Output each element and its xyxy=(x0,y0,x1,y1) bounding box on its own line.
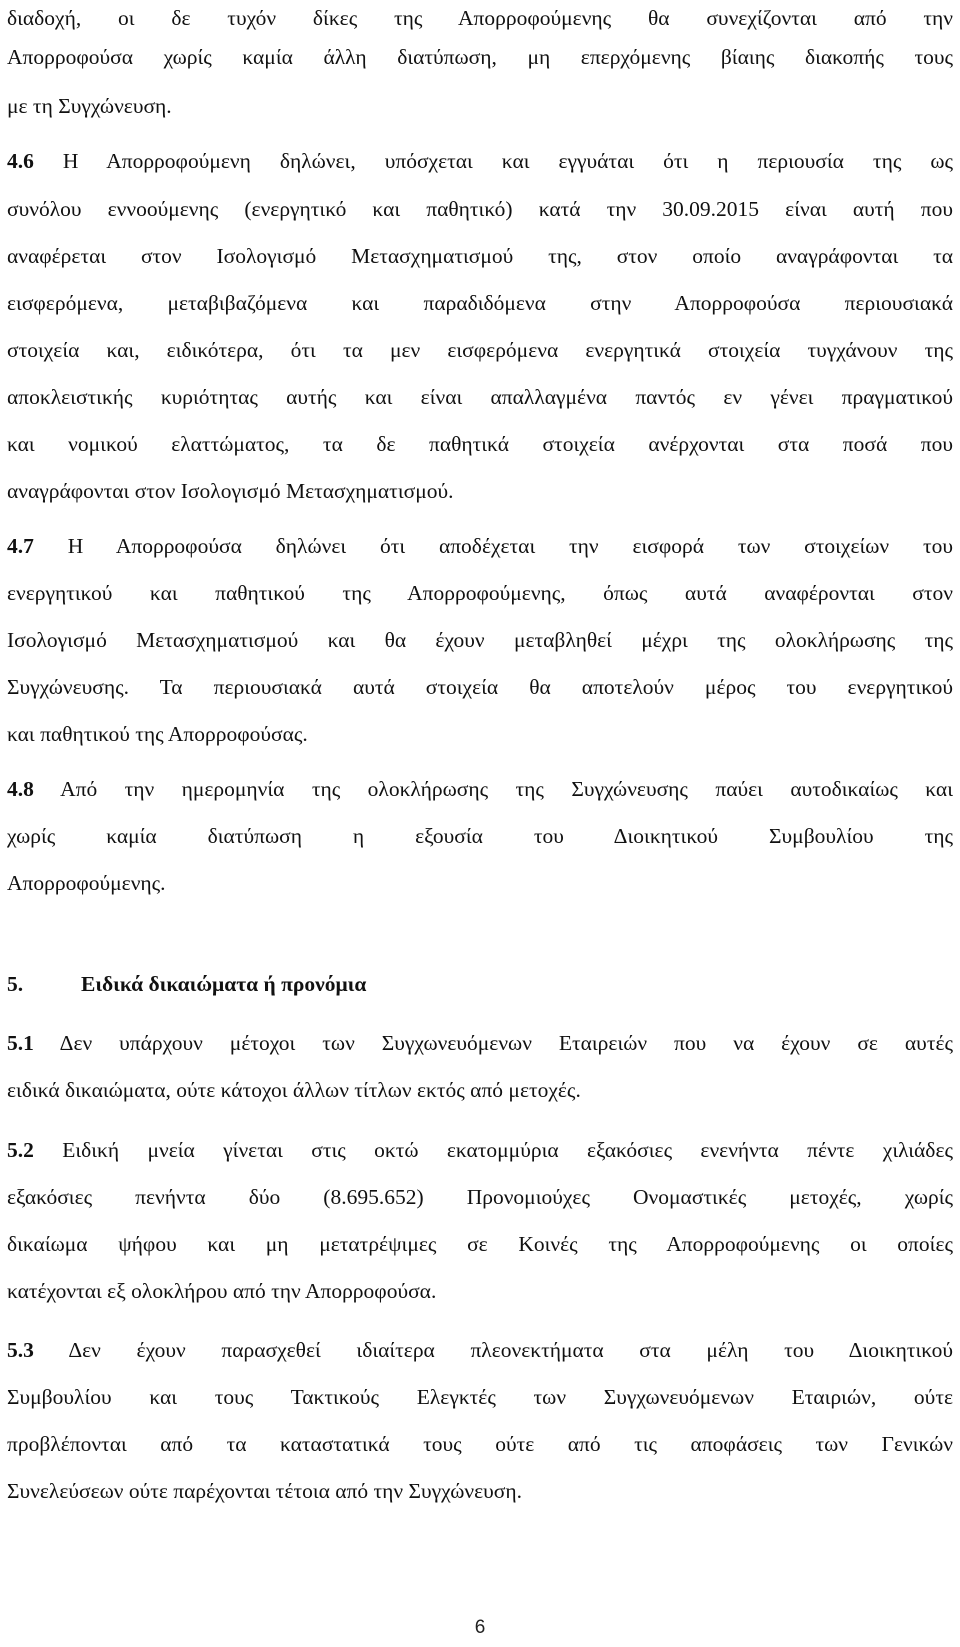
text-line: προβλέπονται από τα καταστατικά τους ούτε από τις αποφάσεις των Γενικών xyxy=(7,1432,953,1456)
text-line: και παθητικού της Απορροφούσας. xyxy=(7,722,308,746)
text-line: χωρίς καμία διατύπωση η εξουσία του Διοικητικού Συμβουλίου της xyxy=(7,824,953,848)
paragraph-number: 4.6 xyxy=(7,149,34,173)
text-line: Συνελεύσεων ούτε παρέχονται τέτοια από την Συγχώνευση. xyxy=(7,1479,522,1503)
section-5-number: 5. xyxy=(7,972,24,996)
text-span: Δεν υπάρχουν μέτοχοι των Συγχωνευόμενων Εταιρειών που να έχουν σε αυτές xyxy=(33,1031,953,1055)
text-line: Απορροφούμενης. xyxy=(7,871,166,895)
paragraph-5-3-first-line xyxy=(7,1335,953,1365)
text-span: Από την ημερομηνία της ολοκλήρωσης της Συγχώνευσης παύει αυτοδικαίως και xyxy=(33,777,953,801)
page-number: 6 xyxy=(474,1617,486,1638)
paragraph-5-1-first-line xyxy=(7,1028,953,1058)
text-line: αναφέρεται στον Ισολογισμό Μετασχηματισμού της, στον οποίο αναγράφονται τα xyxy=(7,244,953,268)
text-line: Ισολογισμό Μετασχηματισμού και θα έχουν μεταβληθεί μέχρι της ολοκλήρωσης της xyxy=(7,628,953,652)
text-line: ειδικά δικαιώματα, ούτε κάτοχοι άλλων τίτλων εκτός από μετοχές. xyxy=(7,1078,581,1102)
paragraph-number: 5.1 xyxy=(7,1031,34,1055)
text-line: εξακόσιες πενήντα δύο (8.695.652) Προνομιούχες Ονομαστικές μετοχές, χωρίς xyxy=(7,1185,953,1209)
text-line: στοιχεία και, ειδικότερα, ότι τα μεν εισφερόμενα ενεργητικά στοιχεία τυγχάνουν της xyxy=(7,338,953,362)
text-line: αποκλειστικής κυριότητας αυτής και είναι απαλλαγμένα παντός εν γένει πραγματικού xyxy=(7,385,953,409)
text-line: Συμβουλίου και τους Τακτικούς Ελεγκτές των Συγχωνευόμενων Εταιριών, ούτε xyxy=(7,1385,953,1409)
paragraph-number: 4.7 xyxy=(7,534,34,558)
paragraph-5-2-first-line xyxy=(7,1135,953,1165)
paragraph-number: 4.8 xyxy=(7,777,34,801)
text-line: ενεργητικού και παθητικού της Απορροφούμενης, όπως αυτά αναφέρονται στον xyxy=(7,581,953,605)
text-span: Η Απορροφούσα δηλώνει ότι αποδέχεται την εισφορά των στοιχείων του xyxy=(33,534,953,558)
paragraph-number: 5.2 xyxy=(7,1138,34,1162)
text-line: Συγχώνευσης. Τα περιουσιακά αυτά στοιχεία θα αποτελούν μέρος του ενεργητικού xyxy=(7,675,953,699)
text-line: αναγράφονται στον Ισολογισμό Μετασχηματισμού. xyxy=(7,479,454,503)
paragraph-4-8-first-line xyxy=(7,774,953,804)
text-line: διαδοχή, οι δε τυχόν δίκες της Απορροφούμενης θα συνεχίζονται από την xyxy=(7,6,953,30)
text-line: εισφερόμενα, μεταβιβαζόμενα και παραδιδόμενα στην Απορροφούσα περιουσιακά xyxy=(7,291,953,315)
text-span: Δεν έχουν παρασχεθεί ιδιαίτερα πλεονεκτήματα στα μέλη του Διοικητικού xyxy=(33,1338,953,1362)
text-line: δικαίωμα ψήφου και μη μετατρέψιμες σε Κοινές της Απορροφούμενης οι οποίες xyxy=(7,1232,953,1256)
paragraph-number: 5.3 xyxy=(7,1338,34,1362)
text-span: Ειδική μνεία γίνεται στις οκτώ εκατομμύρια εξακόσιες ενενήντα πέντε χιλιάδες xyxy=(33,1138,953,1162)
text-span: Η Απορροφούμενη δηλώνει, υπόσχεται και εγγυάται ότι η περιουσία της ως xyxy=(33,149,953,173)
section-5-title: Ειδικά δικαιώματα ή προνόμια xyxy=(81,972,367,996)
text-line: κατέχονται εξ ολοκλήρου από την Απορροφούσα. xyxy=(7,1279,437,1303)
text-line: Απορροφούσα χωρίς καμία άλλη διατύπωση, μη επερχόμενης βίαιης διακοπής τους xyxy=(7,45,953,69)
text-line: με τη Συγχώνευση. xyxy=(7,94,172,118)
paragraph-4-6-first-line xyxy=(7,146,953,176)
text-line: συνόλου εννοούμενης (ενεργητικό και παθητικό) κατά την 30.09.2015 είναι αυτή που xyxy=(7,197,953,221)
paragraph-4-7-first-line xyxy=(7,531,953,561)
text-line: και νομικού ελαττώματος, τα δε παθητικά στοιχεία ανέρχονται στα ποσά που xyxy=(7,432,953,456)
